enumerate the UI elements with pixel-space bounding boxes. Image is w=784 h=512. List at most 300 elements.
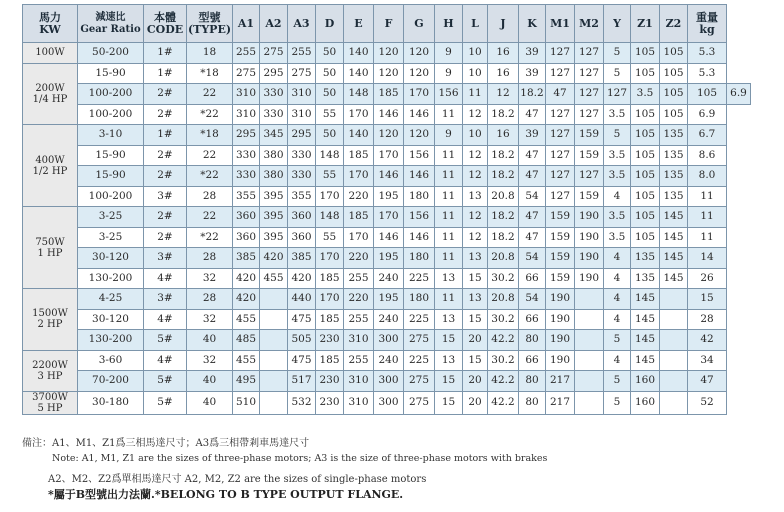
table-cell: 5# — [144, 330, 187, 351]
table-cell: 127 — [575, 84, 604, 105]
power-rating-label: 5 HP — [37, 402, 63, 414]
table-cell: 159 — [546, 248, 575, 269]
table-cell: 4# — [144, 350, 187, 371]
column-header-label: A1 — [237, 16, 255, 30]
table-cell: 355 — [288, 186, 316, 207]
table-row — [23, 43, 751, 64]
table-cell: 360 — [288, 207, 316, 228]
table-cell: 190 — [575, 227, 604, 248]
table-cell — [660, 309, 688, 330]
table-cell: 55 — [316, 166, 344, 187]
table-cell — [260, 350, 288, 371]
table-cell: 11 — [435, 289, 463, 310]
table-cell: 11 — [435, 145, 463, 166]
table-cell: 380 — [260, 145, 288, 166]
column-header — [233, 5, 260, 43]
table-row — [23, 330, 751, 351]
table-cell: 127 — [604, 84, 631, 105]
table-cell: 1# — [144, 63, 187, 84]
power-rating-cell — [23, 125, 78, 207]
table-cell: 5.3 — [688, 43, 727, 64]
table-cell: 355 — [233, 186, 260, 207]
table-cell: 105 — [688, 84, 727, 105]
table-cell: 1# — [144, 43, 187, 64]
table-cell: 11 — [688, 207, 727, 228]
table-cell: 120 — [404, 43, 435, 64]
table-cell: 13 — [463, 186, 488, 207]
table-cell: 20 — [463, 371, 488, 392]
table-cell: 4-25 — [78, 289, 144, 310]
table-cell: 11 — [688, 227, 727, 248]
table-cell — [660, 289, 688, 310]
table-cell: 120 — [374, 43, 404, 64]
table-cell: 170 — [374, 145, 404, 166]
column-header-sublabel: kg — [699, 22, 715, 36]
column-header — [631, 5, 660, 43]
table-cell: 170 — [374, 207, 404, 228]
table-cell: 127 — [546, 145, 575, 166]
table-cell: 180 — [404, 289, 435, 310]
column-header — [660, 5, 688, 43]
power-rating-cell — [23, 207, 78, 289]
table-row — [23, 63, 751, 84]
table-cell: 230 — [316, 330, 344, 351]
table-cell: 28 — [187, 289, 233, 310]
table-row — [23, 145, 751, 166]
table-cell: 300 — [374, 330, 404, 351]
table-cell: 485 — [233, 330, 260, 351]
table-cell: 310 — [233, 104, 260, 125]
column-header — [316, 5, 344, 43]
table-cell: 100-200 — [78, 104, 144, 125]
table-cell: 330 — [233, 145, 260, 166]
note-single-phase: A2、M2、Z2爲單相馬達尺寸 A2, M2, Z2 are the sizes of single-phase motors — [48, 474, 427, 485]
table-cell: 195 — [374, 186, 404, 207]
table-cell: 240 — [374, 309, 404, 330]
table-cell: 240 — [374, 350, 404, 371]
column-header — [374, 5, 404, 43]
table-cell: 47 — [519, 104, 546, 125]
table-cell: 40 — [187, 371, 233, 392]
table-cell: 9 — [435, 125, 463, 146]
table-cell: 5# — [144, 391, 187, 414]
table-cell: 13 — [463, 248, 488, 269]
table-cell: 47 — [688, 371, 727, 392]
table-cell: 395 — [260, 186, 288, 207]
table-cell: 240 — [374, 268, 404, 289]
table-cell: 135 — [631, 268, 660, 289]
table-cell: 532 — [288, 391, 316, 414]
table-cell: 148 — [344, 84, 374, 105]
table-cell: 310 — [344, 371, 374, 392]
table-cell: 295 — [260, 63, 288, 84]
table-cell: 105 — [631, 227, 660, 248]
table-cell: 4# — [144, 309, 187, 330]
table-cell: 13 — [435, 309, 463, 330]
table-cell: 105 — [631, 125, 660, 146]
table-cell: 127 — [575, 43, 604, 64]
power-rating-label: 3700W — [32, 391, 68, 403]
table-cell: 5 — [604, 125, 631, 146]
table-cell: 39 — [519, 125, 546, 146]
column-header — [435, 5, 463, 43]
table-row — [23, 289, 751, 310]
table-cell: 6.7 — [688, 125, 727, 146]
table-cell: 2# — [144, 145, 187, 166]
table-cell: 32 — [187, 350, 233, 371]
table-cell — [575, 391, 604, 414]
table-cell — [660, 350, 688, 371]
table-cell: 14 — [688, 248, 727, 269]
table-cell: 50 — [316, 125, 344, 146]
table-row — [23, 84, 751, 105]
table-cell: 170 — [404, 84, 435, 105]
column-header-sublabel: (TYPE) — [187, 22, 232, 36]
table-cell: 146 — [374, 227, 404, 248]
note-b-type-flange: *屬于B型號出力法蘭.*BELONG TO B TYPE OUTPUT FLANGE. — [48, 488, 404, 501]
table-cell: 54 — [519, 289, 546, 310]
table-cell: 11 — [463, 84, 488, 105]
column-header-label: A3 — [293, 16, 310, 30]
table-cell: *22 — [187, 166, 233, 187]
column-header-label: 馬力 — [39, 10, 61, 24]
table-cell: 420 — [233, 268, 260, 289]
table-row — [23, 186, 751, 207]
table-cell: 13 — [435, 268, 463, 289]
table-cell: 11 — [435, 248, 463, 269]
table-cell: 105 — [631, 63, 660, 84]
table-cell: 28 — [187, 186, 233, 207]
table-cell: 34 — [688, 350, 727, 371]
column-header — [288, 5, 316, 43]
column-header-label: D — [324, 16, 335, 30]
table-cell — [260, 391, 288, 414]
table-cell — [575, 289, 604, 310]
table-cell: 20.8 — [488, 248, 519, 269]
table-cell: 275 — [233, 63, 260, 84]
table-cell: 42.2 — [488, 371, 519, 392]
note-three-phase-cn: 備注：A1、M1、Z1爲三相馬達尺寸；A3爲三相帶剎車馬達尺寸 — [22, 438, 310, 449]
table-cell: *22 — [187, 104, 233, 125]
table-cell: 510 — [233, 391, 260, 414]
column-header-sublabel: Gear Ratio — [80, 23, 141, 35]
table-cell: 5.3 — [688, 63, 727, 84]
table-cell: 4 — [604, 186, 631, 207]
table-cell: 4 — [604, 248, 631, 269]
table-cell: 13 — [463, 289, 488, 310]
table-cell: 127 — [546, 166, 575, 187]
column-header — [519, 5, 546, 43]
table-cell: 12 — [488, 84, 519, 105]
table-cell: 15-90 — [78, 63, 144, 84]
table-cell: 300 — [374, 371, 404, 392]
table-cell: 18 — [187, 43, 233, 64]
table-cell: 127 — [546, 125, 575, 146]
table-body — [23, 43, 751, 415]
table-cell: 385 — [288, 248, 316, 269]
table-cell: 360 — [233, 207, 260, 228]
column-header-label: 型號 — [198, 10, 221, 24]
table-cell: 310 — [288, 104, 316, 125]
power-rating-cell — [23, 391, 78, 414]
table-cell: 8.6 — [688, 145, 727, 166]
table-cell: 66 — [519, 268, 546, 289]
table-cell: 148 — [316, 145, 344, 166]
table-cell: 170 — [316, 289, 344, 310]
table-cell: 3-60 — [78, 350, 144, 371]
table-cell: 255 — [344, 268, 374, 289]
table-cell: 50 — [316, 43, 344, 64]
table-cell: 255 — [288, 43, 316, 64]
column-header-label: M2 — [579, 16, 599, 30]
column-header — [23, 5, 78, 43]
table-cell: 127 — [575, 166, 604, 187]
table-cell: 6.9 — [727, 84, 751, 105]
table-cell: 505 — [288, 330, 316, 351]
table-cell: 66 — [519, 350, 546, 371]
table-cell — [660, 371, 688, 392]
table-cell: 39 — [519, 63, 546, 84]
table-cell: 15-90 — [78, 166, 144, 187]
table-cell: 225 — [404, 309, 435, 330]
table-cell: 517 — [288, 371, 316, 392]
table-cell: 105 — [631, 207, 660, 228]
table-cell: 185 — [344, 145, 374, 166]
table-cell: 3.5 — [604, 145, 631, 166]
table-cell: 3-25 — [78, 227, 144, 248]
table-cell: 70-200 — [78, 371, 144, 392]
table-cell: 28 — [187, 248, 233, 269]
table-cell: 105 — [660, 84, 688, 105]
table-cell: 54 — [519, 186, 546, 207]
column-header-label: E — [354, 16, 363, 30]
column-header — [187, 5, 233, 43]
specification-table — [22, 4, 751, 415]
column-header — [404, 5, 435, 43]
table-cell: 275 — [404, 330, 435, 351]
column-header — [488, 5, 519, 43]
table-cell: 55 — [316, 104, 344, 125]
power-rating-label: 750W — [35, 236, 65, 248]
table-row — [23, 125, 751, 146]
table-cell: 42 — [688, 330, 727, 351]
table-row — [23, 350, 751, 371]
table-cell: 20.8 — [488, 186, 519, 207]
table-cell: 145 — [631, 309, 660, 330]
table-cell: 130-200 — [78, 268, 144, 289]
table-cell: 22 — [187, 145, 233, 166]
table-cell: *22 — [187, 227, 233, 248]
column-header — [575, 5, 604, 43]
power-rating-cell — [23, 350, 78, 391]
table-cell: 170 — [344, 104, 374, 125]
table-cell: 295 — [233, 125, 260, 146]
table-cell: 50 — [316, 84, 344, 105]
table-cell: 159 — [575, 145, 604, 166]
table-cell: 145 — [660, 268, 688, 289]
column-header-sublabel: CODE — [146, 22, 184, 36]
table-cell: 185 — [344, 207, 374, 228]
table-cell: 2# — [144, 227, 187, 248]
table-cell: 330 — [260, 104, 288, 125]
table-cell: 3-25 — [78, 207, 144, 228]
table-cell: 80 — [519, 330, 546, 351]
table-cell: 2# — [144, 166, 187, 187]
table-cell: 5 — [604, 330, 631, 351]
table-cell: 310 — [344, 330, 374, 351]
table-cell: 170 — [344, 166, 374, 187]
table-cell: 18.2 — [488, 227, 519, 248]
table-cell: 47 — [519, 207, 546, 228]
table-cell: 185 — [374, 84, 404, 105]
table-cell: 5# — [144, 371, 187, 392]
table-cell: 2# — [144, 84, 187, 105]
table-cell: 8.0 — [688, 166, 727, 187]
table-cell: 120 — [404, 125, 435, 146]
table-cell: 105 — [631, 104, 660, 125]
power-rating-label: 100W — [35, 47, 65, 59]
table-cell — [260, 309, 288, 330]
table-cell: 42.2 — [488, 330, 519, 351]
table-cell: 475 — [288, 350, 316, 371]
table-row — [23, 207, 751, 228]
table-cell: 20 — [463, 330, 488, 351]
table-cell: 39 — [519, 43, 546, 64]
table-row — [23, 227, 751, 248]
table-cell: 185 — [316, 268, 344, 289]
table-row — [23, 391, 751, 414]
table-cell: 105 — [631, 43, 660, 64]
column-header — [688, 5, 727, 43]
table-cell: 11 — [435, 186, 463, 207]
table-cell: 11 — [435, 104, 463, 125]
table-cell: 145 — [660, 207, 688, 228]
column-header-label: Y — [613, 16, 621, 30]
table-cell: 5 — [604, 371, 631, 392]
power-rating-cell — [23, 43, 78, 64]
table-cell: 156 — [404, 145, 435, 166]
table-cell: 190 — [575, 268, 604, 289]
table-cell: 330 — [288, 166, 316, 187]
table-cell — [660, 330, 688, 351]
table-cell: 50-200 — [78, 43, 144, 64]
table-row — [23, 371, 751, 392]
table-cell: 146 — [404, 227, 435, 248]
table-cell: *18 — [187, 63, 233, 84]
table-cell: 26 — [688, 268, 727, 289]
table-cell: 3.5 — [604, 104, 631, 125]
table-cell: 10 — [463, 63, 488, 84]
table-cell: 18.2 — [488, 207, 519, 228]
power-rating-label: 1500W — [32, 308, 68, 320]
table-cell: 11 — [435, 227, 463, 248]
power-rating-cell — [23, 63, 78, 125]
table-cell: 420 — [288, 268, 316, 289]
table-cell — [260, 371, 288, 392]
table-cell: 50 — [316, 63, 344, 84]
table-cell: 105 — [660, 104, 688, 125]
table-cell: 255 — [344, 309, 374, 330]
table-cell: 32 — [187, 309, 233, 330]
table-cell: 160 — [631, 371, 660, 392]
table-cell: 330 — [288, 145, 316, 166]
table-cell: 140 — [344, 43, 374, 64]
table-cell: 145 — [631, 289, 660, 310]
table-cell: 15 — [463, 309, 488, 330]
table-cell: 80 — [519, 391, 546, 414]
table-cell: 18.2 — [488, 166, 519, 187]
table-cell: 40 — [187, 330, 233, 351]
table-cell: 475 — [288, 309, 316, 330]
table-cell: 185 — [316, 350, 344, 371]
table-cell: 195 — [374, 289, 404, 310]
table-cell: 15 — [435, 371, 463, 392]
table-cell: 455 — [233, 350, 260, 371]
table-cell: 159 — [546, 227, 575, 248]
table-cell: 170 — [344, 227, 374, 248]
table-cell: 495 — [233, 371, 260, 392]
table-cell: 145 — [660, 227, 688, 248]
table-cell: 230 — [316, 371, 344, 392]
column-header-label: 減速比 — [95, 11, 126, 23]
table-cell: 6.9 — [688, 104, 727, 125]
table-cell: 18.2 — [519, 84, 546, 105]
table-cell: 140 — [344, 125, 374, 146]
table-cell: 12 — [463, 166, 488, 187]
table-cell: 146 — [374, 104, 404, 125]
power-rating-label: 400W — [35, 154, 65, 166]
table-cell — [575, 371, 604, 392]
table-cell: 360 — [288, 227, 316, 248]
table-cell: 230 — [316, 391, 344, 414]
column-header — [604, 5, 631, 43]
power-rating-label: 1 HP — [37, 247, 63, 259]
column-header-label: Z2 — [665, 16, 682, 30]
table-cell: 47 — [519, 166, 546, 187]
table-cell: 220 — [344, 248, 374, 269]
table-row — [23, 309, 751, 330]
column-header-label: F — [384, 16, 393, 30]
table-cell: 217 — [546, 391, 575, 414]
column-header-sublabel: KW — [39, 22, 61, 36]
table-row — [23, 268, 751, 289]
power-rating-label: 1/2 HP — [32, 165, 68, 177]
table-cell: 159 — [575, 186, 604, 207]
table-cell: 11 — [435, 166, 463, 187]
table-cell: 120 — [404, 63, 435, 84]
table-cell: 15 — [688, 289, 727, 310]
table-cell: 127 — [546, 186, 575, 207]
table-cell: 225 — [404, 268, 435, 289]
table-cell: 145 — [660, 248, 688, 269]
table-cell: 156 — [435, 84, 463, 105]
table-cell: 420 — [260, 248, 288, 269]
table-cell: 135 — [660, 186, 688, 207]
table-cell: 146 — [374, 166, 404, 187]
table-cell: 52 — [688, 391, 727, 414]
table-cell: 40 — [187, 391, 233, 414]
table-cell: 105 — [631, 166, 660, 187]
table-cell: 420 — [233, 289, 260, 310]
table-cell: 275 — [288, 63, 316, 84]
table-cell: 127 — [546, 63, 575, 84]
table-cell: 156 — [404, 207, 435, 228]
table-cell: 32 — [187, 268, 233, 289]
table-cell: 15 — [435, 330, 463, 351]
table-cell: 345 — [260, 125, 288, 146]
table-cell: 18.2 — [488, 104, 519, 125]
table-cell: 4# — [144, 268, 187, 289]
